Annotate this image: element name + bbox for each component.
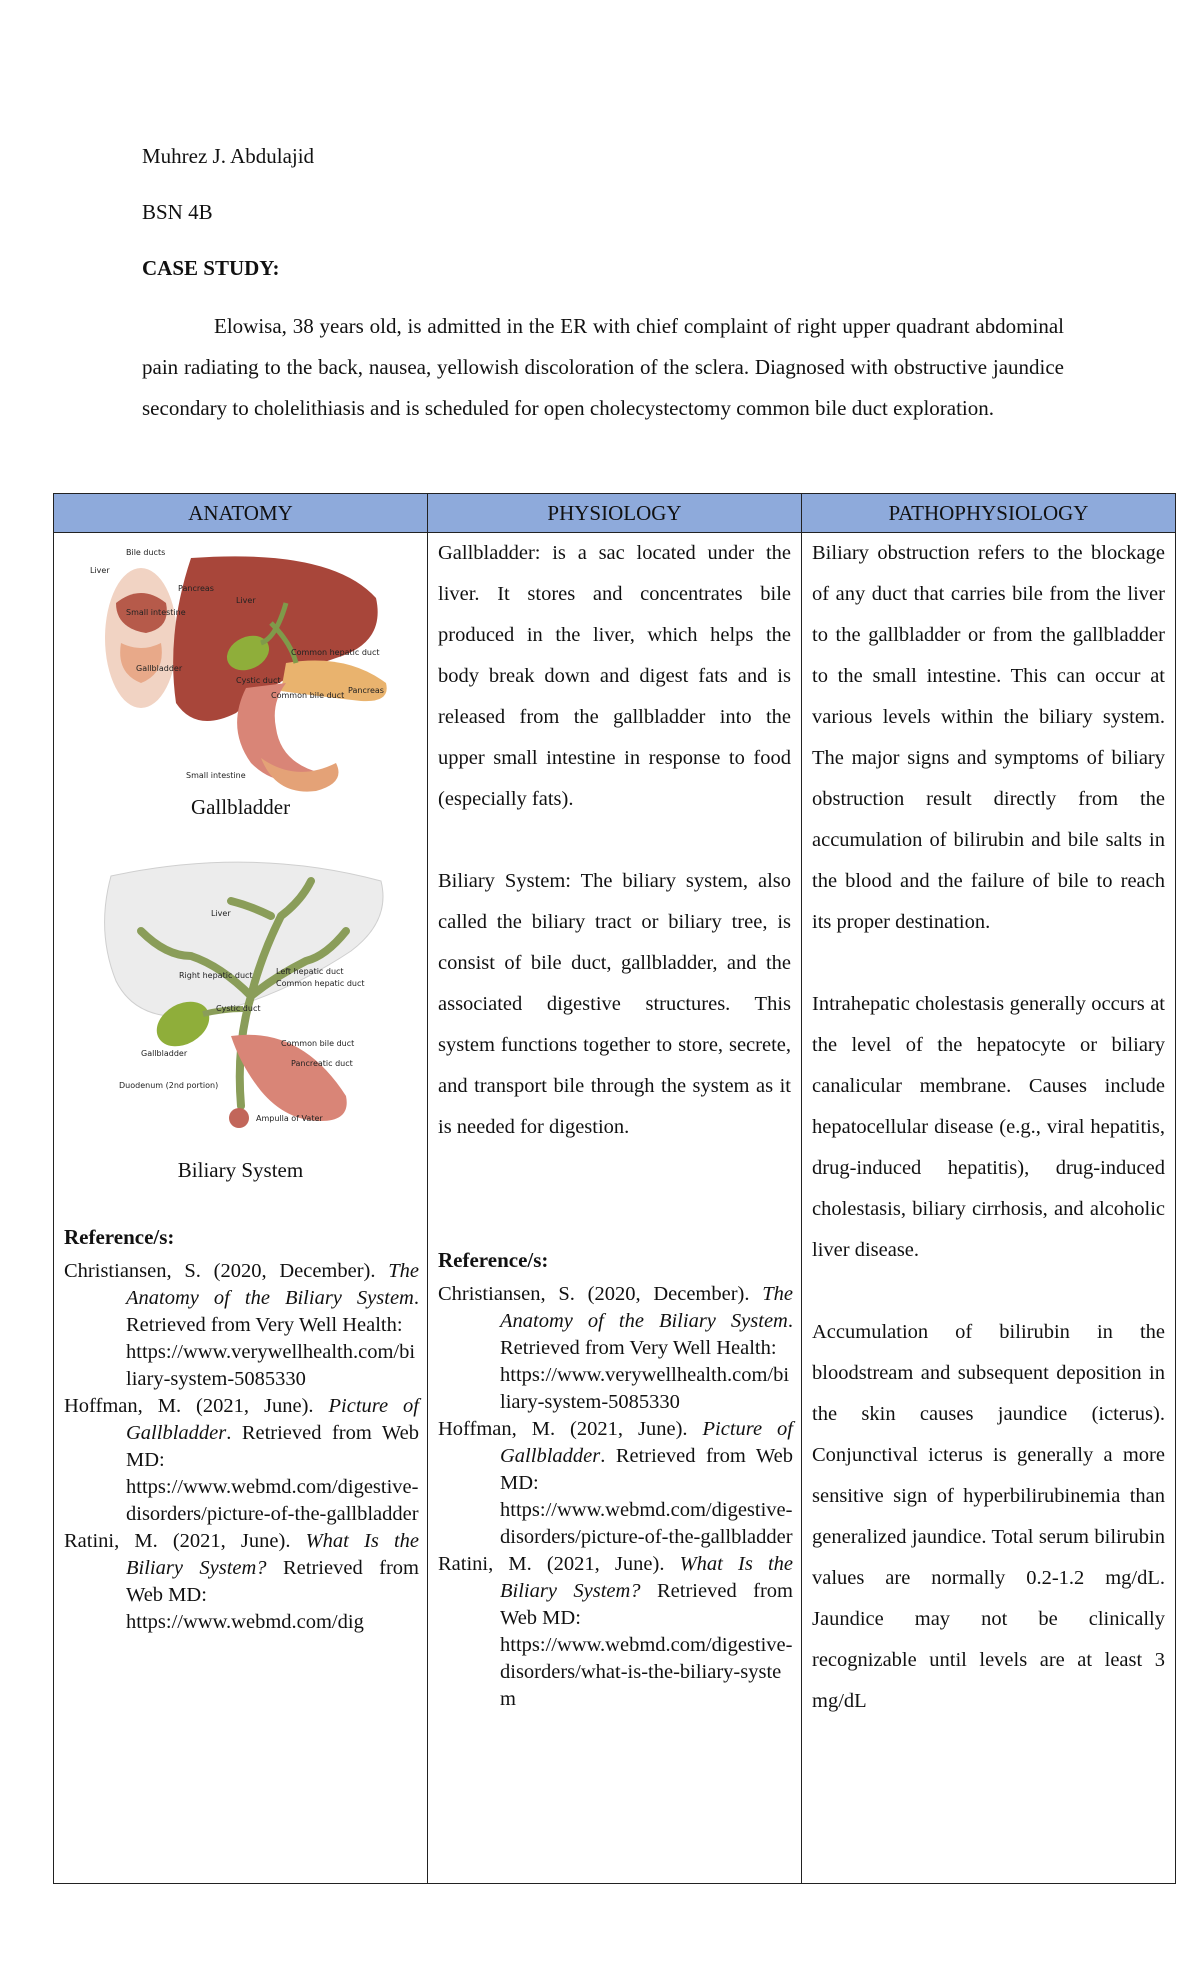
pathophysiology-cell — [802, 533, 1176, 1884]
label-common-hepatic-duct: Common hepatic duct — [290, 648, 380, 657]
anatomy-references-title: Reference/s: — [64, 1225, 175, 1249]
label-right-hepatic-duct: Right hepatic duct — [178, 971, 253, 980]
biliary-system-illustration — [91, 856, 391, 1156]
reference-item: Hoffman, M. (2021, June). Picture of Gallbladder. Retrieved from Web MD: https://www.webmd.com/digestive-disorders/picture-of-the-gallbladder — [64, 1395, 419, 1525]
pathophysiology-paragraph-1: Biliary obstruction refers to the blockage of any duct that carries bile from the liver to the gallbladder or from the gallbladder to the small intestine. This can occur at various levels within the biliary system. The major signs and symptoms of biliary obstruction result directly from the accumulation of bilirubin and bile salts in the blood and the failure of bile to reach its proper destination. — [812, 542, 1165, 933]
label-left-hepatic-duct: Left hepatic duct — [275, 967, 344, 976]
gallbladder-illustration — [86, 543, 396, 793]
anatomy-header: ANATOMY — [54, 494, 428, 533]
label-gallbladder: Gallbladder — [135, 664, 182, 673]
label-liver-small: Liver — [89, 566, 110, 575]
label-common-hepatic-duct-2: Common hepatic duct — [275, 979, 365, 988]
reference-item: Hoffman, M. (2021, June). Picture of Gallbladder. Retrieved from Web MD: https://www.webmd.com/digestive-disorders/picture-of-the-gallbladder — [438, 1418, 793, 1548]
anatomy-cell — [54, 533, 428, 1884]
pathophysiology-header: PATHOPHYSIOLOGY — [802, 494, 1176, 533]
label-pancreas-small: Pancreas — [177, 584, 214, 593]
label-gallbladder-2: Gallbladder — [140, 1049, 187, 1058]
anatomy-references — [54, 1258, 427, 1636]
physiology-references — [428, 1281, 801, 1713]
label-common-bile-duct: Common bile duct — [270, 691, 344, 700]
physiology-gallbladder-text: Gallbladder: is a sac located under the liver. It stores and concentrates bile produced in the liver, which helps the body break down and digest fats and is released from the gallbladder into the upper small intestine in response to food (especially fats). — [438, 542, 791, 810]
author-name: Muhrez J. Abdulajid — [142, 144, 315, 168]
label-pancreas: Pancreas — [347, 686, 384, 695]
physiology-biliary-text: Biliary System: The biliary system, also called the biliary tract or biliary tree, is consist of bile duct, gallbladder, and the associated digestive structures. This system functions together to store, secrete, and transport bile through the system as it is needed for digestion. — [438, 870, 791, 1138]
label-common-bile-duct-2: Common bile duct — [280, 1039, 354, 1048]
reference-item: Christiansen, S. (2020, December). The Anatomy of the Biliary System. Retrieved from Very Well Health: https://www.verywellhealth.com/biliary-system-5085330 — [64, 1260, 419, 1390]
pathophysiology-paragraph-3: Accumulation of bilirubin in the bloodstream and subsequent deposition in the skin causes jaundice (icterus). Conjunctival icterus is generally a more sensitive sign of hyperbilirubinemia than generalized jaundice. Total serum bilirubin values are normally 0.2-1.2 mg/dL. Jaundice may not be clinically recognizable until levels are at least 3 mg/dL — [812, 1321, 1165, 1712]
pathophysiology-paragraph-2: Intrahepatic cholestasis generally occurs at the level of the hepatocyte or biliary canalicular membrane. Causes include hepatocellular disease (e.g., viral hepatitis, drug-induced hepatitis), drug-induced cholestasis, biliary cirrhosis, and alcoholic liver disease. — [812, 993, 1165, 1261]
case-intro-paragraph: Elowisa, 38 years old, is admitted in the ER with chief complaint of right upper quadrant abdominal pain radiating to the back, nausea, yellowish discoloration of the sclera. Diagnosed with obstructive jaundice secondary to cholelithiasis and is scheduled for open cholecystectomy common bile duct exploration. — [142, 314, 1064, 420]
physiology-references-title: Reference/s: — [438, 1248, 549, 1272]
label-liver-2: Liver — [210, 909, 231, 918]
reference-item: Ratini, M. (2021, June). What Is the Biliary System? Retrieved from Web MD: https://www.webmd.com/digestive-disorders/what-is-the-biliary-system — [438, 1553, 793, 1710]
study-table — [53, 493, 1176, 1884]
label-duodenum: Duodenum (2nd portion) — [118, 1081, 218, 1090]
label-pancreatic-duct: Pancreatic duct — [290, 1059, 353, 1068]
reference-item: Christiansen, S. (2020, December). The Anatomy of the Biliary System. Retrieved from Very Well Health: https://www.verywellhealth.com/biliary-system-5085330 — [438, 1283, 793, 1413]
label-liver: Liver — [235, 596, 256, 605]
label-cystic-duct: Cystic duct — [235, 676, 280, 685]
reference-item: Ratini, M. (2021, June). What Is the Biliary System? Retrieved from Web MD: https://www.webmd.com/dig — [64, 1530, 419, 1633]
physiology-header: PHYSIOLOGY — [428, 494, 802, 533]
label-cystic-duct-2: Cystic duct — [215, 1004, 260, 1013]
section-label: BSN 4B — [142, 200, 213, 224]
biliary-system-caption: Biliary System — [177, 1158, 304, 1182]
gallbladder-caption: Gallbladder — [190, 795, 291, 819]
case-study-heading: CASE STUDY: — [142, 256, 280, 280]
label-bile-ducts: Bile ducts — [125, 548, 165, 557]
physiology-cell — [428, 533, 802, 1884]
label-ampulla-of-vater: Ampulla of Vater — [255, 1114, 323, 1123]
label-small-intestine: Small intestine — [185, 771, 246, 780]
label-small-intestine-inset: Small intestine — [125, 608, 186, 617]
